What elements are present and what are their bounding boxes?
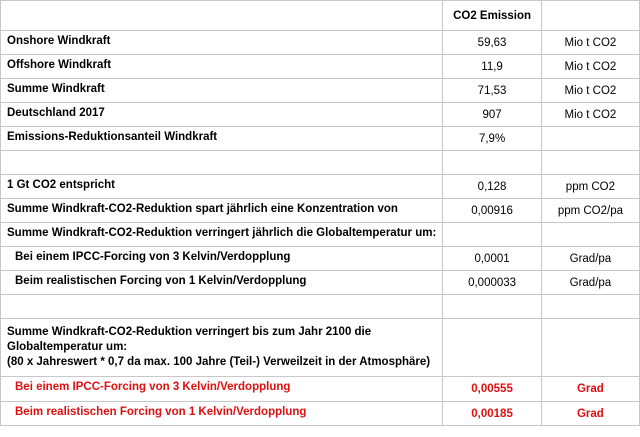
table-row (1, 175, 640, 199)
multiline-text: Summe Windkraft-CO2-Reduktion verringert bis zum Jahr 2100 die Globaltemperatur um: (80 x Jahreswert * 0,7 da max. 100 Jahre (Teil-) Verweilzeit in der Atmosphäre) (7, 326, 431, 368)
empty-row (1, 151, 640, 175)
row-label: Summe Windkraft-CO2-Reduktion spart jährlich eine Konzentration von (1, 199, 443, 223)
table-row (1, 103, 640, 127)
row-unit: Mio t CO2 (541, 31, 639, 55)
row-unit (541, 151, 639, 175)
header-co2-emission: CO2 Emission (443, 1, 542, 31)
row-value: 59,63 (443, 31, 542, 55)
row-value: 0,00555 (443, 377, 542, 402)
row-label: Bei einem IPCC-Forcing von 3 Kelvin/Verdopplung (1, 377, 443, 402)
row-value: 11,9 (443, 55, 542, 79)
row-value (443, 319, 542, 377)
row-unit: Mio t CO2 (541, 79, 639, 103)
row-label: Bei einem IPCC-Forcing von 3 Kelvin/Verdopplung (1, 247, 443, 271)
table-row (1, 127, 640, 151)
row-label (1, 151, 443, 175)
row-unit (541, 127, 639, 151)
row-label: 1 Gt CO2 entspricht (1, 175, 443, 199)
row-unit: Mio t CO2 (541, 103, 639, 127)
row-unit: Grad/pa (541, 247, 639, 271)
table-row (1, 79, 640, 103)
row-unit (541, 295, 639, 319)
row-value: 0,0001 (443, 247, 542, 271)
table-row (1, 319, 640, 377)
row-unit: Grad/pa (541, 271, 639, 295)
row-unit: Grad (541, 402, 639, 426)
table-row (1, 31, 640, 55)
row-label: Offshore Windkraft (1, 55, 443, 79)
row-label: Deutschland 2017 (1, 103, 443, 127)
row-value: 907 (443, 103, 542, 127)
empty-row (1, 295, 640, 319)
table-row (1, 271, 640, 295)
table-row (1, 199, 640, 223)
row-value: 0,00185 (443, 402, 542, 426)
row-label: Beim realistischen Forcing von 1 Kelvin/Verdopplung (1, 271, 443, 295)
row-unit: ppm CO2/pa (541, 199, 639, 223)
row-unit: Mio t CO2 (541, 55, 639, 79)
table-row (1, 223, 640, 247)
row-unit (541, 319, 639, 377)
header-row (1, 1, 640, 31)
row-unit: Grad (541, 377, 639, 402)
row-value (443, 151, 542, 175)
row-value: 0,000033 (443, 271, 542, 295)
row-value: 71,53 (443, 79, 542, 103)
row-label: Emissions-Reduktionsanteil Windkraft (1, 127, 443, 151)
row-value (443, 295, 542, 319)
row-label: Beim realistischen Forcing von 1 Kelvin/Verdopplung (1, 402, 443, 426)
row-value: 0,128 (443, 175, 542, 199)
row-label (1, 295, 443, 319)
row-value: 0,00916 (443, 199, 542, 223)
row-value (443, 223, 542, 247)
row-unit: ppm CO2 (541, 175, 639, 199)
header-label-cell (1, 1, 443, 31)
row-label: Onshore Windkraft (1, 31, 443, 55)
row-unit (541, 223, 639, 247)
row-label-multiline (1, 319, 443, 377)
highlight-row (1, 402, 640, 426)
row-label: Summe Windkraft-CO2-Reduktion verringert jährlich die Globaltemperatur um: (1, 223, 443, 247)
header-unit-cell (541, 1, 639, 31)
row-label: Summe Windkraft (1, 79, 443, 103)
table-row (1, 247, 640, 271)
row-value: 7,9% (443, 127, 542, 151)
table-row (1, 55, 640, 79)
highlight-row (1, 377, 640, 402)
